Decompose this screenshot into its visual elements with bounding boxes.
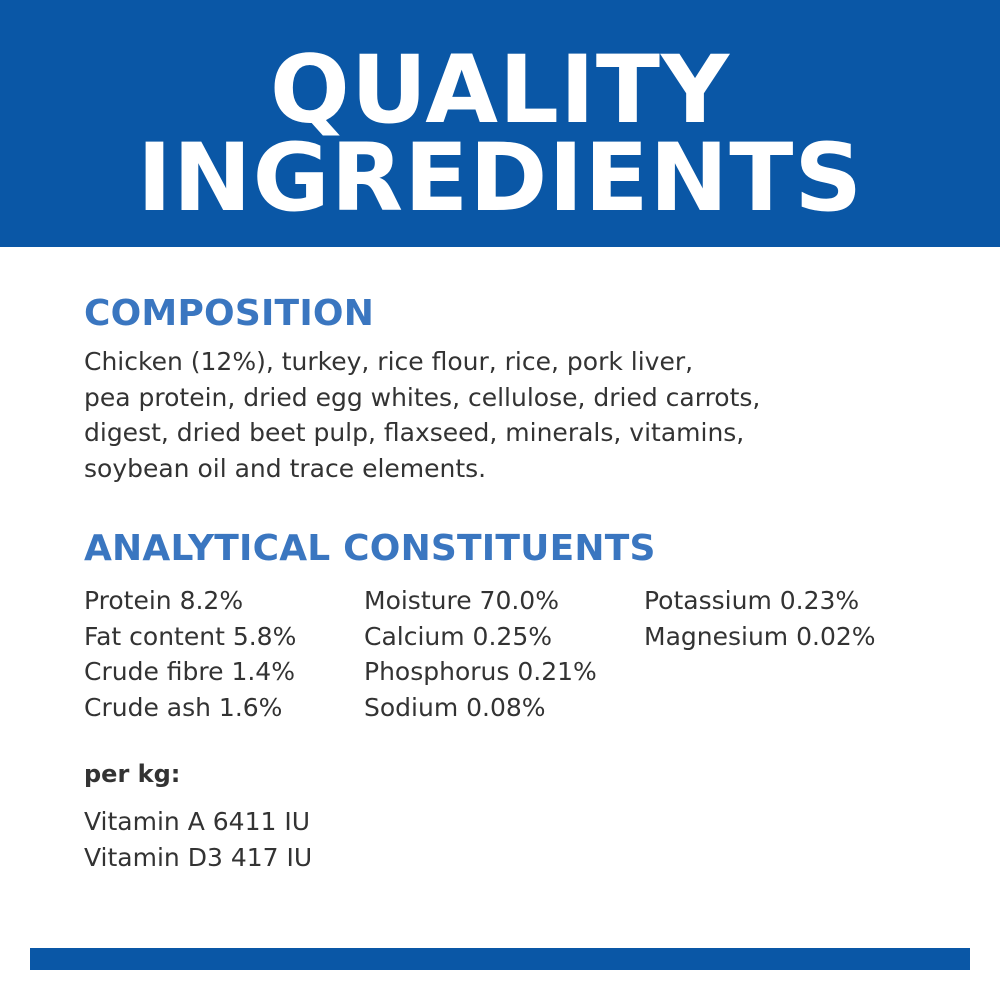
footer-bar — [30, 948, 970, 970]
composition-line: pea protein, dried egg whites, cellulose, dried carrots, — [84, 382, 761, 412]
constituent-item: Potassium 0.23% — [644, 586, 860, 615]
composition-heading: COMPOSITION — [84, 293, 375, 334]
constituents-column-3 — [644, 583, 876, 654]
banner-title-line-2: INGREDIENTS — [136, 124, 864, 233]
analytical-constituents-heading: ANALYTICAL CONSTITUENTS — [84, 528, 656, 569]
composition-line: Chicken (12%), turkey, rice flour, rice, pork liver, — [84, 347, 694, 376]
constituent-item: Sodium 0.08% — [364, 692, 546, 722]
constituent-item: Moisture 70.0% — [364, 586, 559, 615]
constituent-item: Phosphorus 0.21% — [364, 657, 597, 686]
constituent-item: Fat content 5.8% — [84, 621, 297, 651]
constituents-column-2 — [364, 583, 597, 725]
constituent-item: Crude fibre 1.4% — [84, 657, 295, 686]
composition-line: digest, dried beet pulp, flaxseed, minerals, vitamins, — [84, 418, 745, 447]
per-kg-list — [84, 804, 312, 875]
vitamin-item: Vitamin D3 417 IU — [84, 842, 313, 872]
composition-text — [84, 344, 760, 486]
constituent-item: Protein 8.2% — [84, 586, 244, 615]
constituent-item: Crude ash 1.6% — [84, 692, 283, 722]
title-banner — [0, 0, 1000, 247]
vitamin-item: Vitamin A 6411 IU — [84, 807, 311, 836]
constituent-item: Magnesium 0.02% — [644, 621, 876, 651]
composition-line: soybean oil and trace elements. — [84, 453, 487, 483]
constituent-item: Calcium 0.25% — [364, 621, 552, 651]
constituents-column-1 — [84, 583, 296, 725]
banner-title-line-1: QUALITY — [269, 36, 731, 145]
per-kg-label: per kg: — [84, 760, 181, 788]
